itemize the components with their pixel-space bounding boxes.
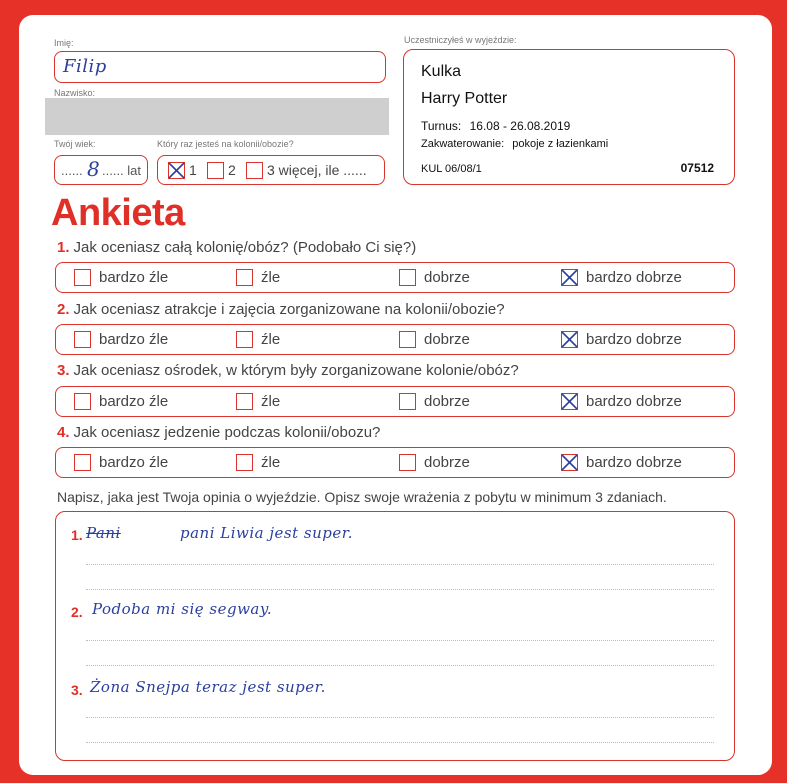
- opinion-number-2: 2.: [71, 604, 83, 620]
- question-2: [57, 301, 505, 318]
- times-option-1: 1: [189, 162, 197, 178]
- question-number: 4.: [57, 424, 70, 441]
- option-label: dobrze: [424, 269, 470, 286]
- option-label: dobrze: [424, 393, 470, 410]
- participant-box: [403, 49, 735, 185]
- trip-name: Harry Potter: [421, 90, 508, 107]
- age-dots-before: ......: [61, 163, 83, 178]
- question-1: [57, 239, 416, 256]
- check-mark-icon: [559, 267, 580, 288]
- option-label: dobrze: [424, 331, 470, 348]
- name-label: Imię:: [54, 38, 74, 48]
- accommodation-label: Zakwaterowanie:: [421, 138, 505, 150]
- option-label: źle: [261, 331, 281, 348]
- crossed-out-word: Pani: [86, 524, 121, 542]
- accommodation-value: pokoje z łazienkami: [512, 138, 609, 150]
- q3-option-bardzo-dobrze[interactable]: [561, 393, 578, 410]
- writing-line: [86, 742, 714, 743]
- question-number: 3.: [57, 362, 70, 379]
- page-title: Ankieta: [51, 192, 185, 234]
- survey-sheet: [19, 15, 772, 775]
- opinion-number-1: 1.: [71, 527, 83, 543]
- q2-option-bardzo-zle[interactable]: [74, 331, 91, 348]
- q1-option-dobrze[interactable]: [399, 269, 416, 286]
- option-label: dobrze: [424, 454, 470, 471]
- option-label: źle: [261, 269, 281, 286]
- opinion-number-3: 3.: [71, 682, 83, 698]
- check-mark-icon: [559, 452, 580, 473]
- rating-row-4: [55, 447, 735, 478]
- option-label: bardzo źle: [99, 393, 169, 410]
- q2-option-bardzo-dobrze[interactable]: [561, 331, 578, 348]
- check-mark-icon: [166, 160, 187, 181]
- option-label: bardzo dobrze: [586, 269, 682, 286]
- question-3: [57, 362, 519, 379]
- option-label: bardzo dobrze: [586, 454, 682, 471]
- turnus-row: [421, 119, 570, 133]
- age-field[interactable]: [54, 155, 148, 185]
- opinion-prompt: Napisz, jaka jest Twoja opinia o wyjeździe. Opisz swoje wrażenia z pobytu w minimum 3 zdaniach.: [57, 489, 667, 505]
- rating-row-3: [55, 386, 735, 417]
- trip-code: KUL 06/08/1: [421, 163, 482, 175]
- question-text: Jak oceniasz atrakcje i zajęcia zorganizowane na kolonii/obozie?: [73, 301, 505, 318]
- option-label: bardzo źle: [99, 454, 169, 471]
- option-label: bardzo źle: [99, 269, 169, 286]
- q4-option-bardzo-dobrze[interactable]: [561, 454, 578, 471]
- opinion-box[interactable]: [55, 511, 735, 761]
- opinion-text-2: Podoba mi się segway.: [92, 600, 273, 618]
- name-field[interactable]: [54, 51, 386, 83]
- q3-option-bardzo-zle[interactable]: [74, 393, 91, 410]
- age-label: Twój wiek:: [54, 139, 96, 149]
- times-option-2: 2: [228, 162, 236, 178]
- question-text: Jak oceniasz ośrodek, w którym były zorganizowane kolonie/obóz?: [73, 362, 519, 379]
- times-field: [157, 155, 385, 185]
- option-label: źle: [261, 393, 281, 410]
- q1-option-zle[interactable]: [236, 269, 253, 286]
- writing-line: [86, 564, 714, 565]
- times-checkbox-3[interactable]: [246, 162, 263, 179]
- writing-line: [86, 589, 714, 590]
- q3-option-dobrze[interactable]: [399, 393, 416, 410]
- check-mark-icon: [559, 329, 580, 350]
- turnus-label: Turnus:: [421, 119, 462, 133]
- times-option-3: 3 więcej, ile ......: [267, 162, 367, 178]
- accommodation-row: [421, 138, 608, 150]
- q1-option-bardzo-dobrze[interactable]: [561, 269, 578, 286]
- option-label: bardzo dobrze: [586, 393, 682, 410]
- q3-option-zle[interactable]: [236, 393, 253, 410]
- q4-option-bardzo-zle[interactable]: [74, 454, 91, 471]
- question-number: 2.: [57, 301, 70, 318]
- opinion-text-1: pani Liwia jest super.: [180, 524, 354, 542]
- writing-line: [86, 640, 714, 641]
- question-number: 1.: [57, 239, 70, 256]
- option-label: bardzo źle: [99, 331, 169, 348]
- q2-option-dobrze[interactable]: [399, 331, 416, 348]
- surname-label: Nazwisko:: [54, 88, 96, 98]
- writing-line: [86, 665, 714, 666]
- q4-option-zle[interactable]: [236, 454, 253, 471]
- rating-row-1: [55, 262, 735, 293]
- trip-number: 07512: [680, 161, 714, 175]
- rating-row-2: [55, 324, 735, 355]
- turnus-value: 16.08 - 26.08.2019: [469, 119, 571, 133]
- option-label: bardzo dobrze: [586, 331, 682, 348]
- redacted-surname: [45, 98, 389, 135]
- opinion-text-3: Żona Snejpa teraz jest super.: [90, 678, 326, 696]
- times-checkbox-1[interactable]: [168, 162, 185, 179]
- participant-label: Uczestniczyłeś w wyjeździe:: [404, 35, 517, 45]
- option-label: źle: [261, 454, 281, 471]
- times-checkbox-2[interactable]: [207, 162, 224, 179]
- participant-name: Kulka: [421, 63, 462, 80]
- q1-option-bardzo-zle[interactable]: [74, 269, 91, 286]
- check-mark-icon: [559, 391, 580, 412]
- question-4: [57, 424, 380, 441]
- age-value: 8: [87, 157, 101, 181]
- writing-line: [86, 717, 714, 718]
- question-text: Jak oceniasz jedzenie podczas kolonii/obozu?: [73, 424, 381, 441]
- age-suffix: ...... lat: [102, 163, 142, 178]
- name-value: Filip: [63, 56, 107, 77]
- times-label: Który raz jesteś na kolonii/obozie?: [157, 139, 294, 149]
- q4-option-dobrze[interactable]: [399, 454, 416, 471]
- q2-option-zle[interactable]: [236, 331, 253, 348]
- question-text: Jak oceniasz całą kolonię/obóz? (Podobało Ci się?): [73, 239, 417, 256]
